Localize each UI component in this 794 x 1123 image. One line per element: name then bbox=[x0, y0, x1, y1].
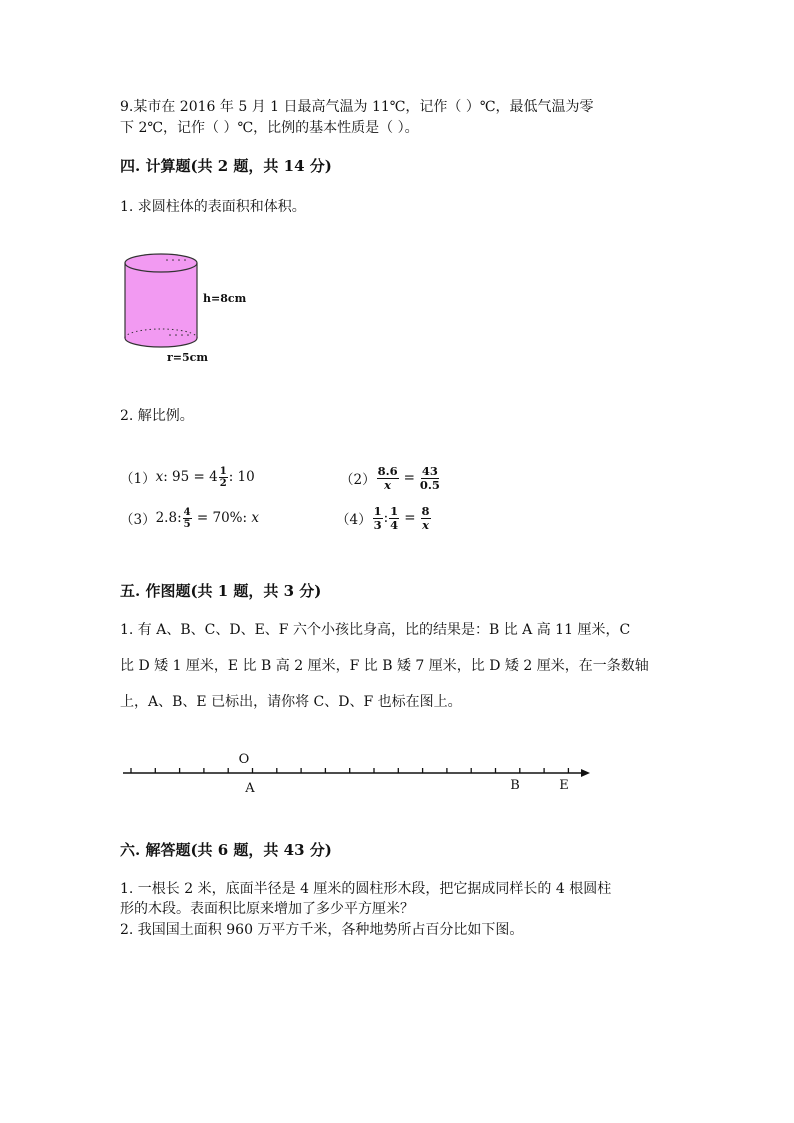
section-4-heading: 四. 计算题(共 2 题，共 14 分) bbox=[120, 157, 332, 175]
proportion-4-fraction-2: $\frac{1}{4}$ bbox=[390, 503, 399, 532]
section-6-question-2: 2. 我国国土面积 960 万平方千米，各种地势所占百分比如下图。 bbox=[120, 922, 524, 938]
number-line-arrow bbox=[581, 769, 590, 777]
section-5-heading: 五. 作图题(共 1 题，共 3 分) bbox=[120, 582, 322, 600]
proportion-4-fraction-3: $\frac{8}{x}$ bbox=[421, 503, 430, 532]
point-b-label: B bbox=[510, 778, 520, 793]
section-5-question-1-line-1: 1. 有 A、B、C、D、E、F 六个小孩比身高，比的结果是：B 比 A 高 11 厘米，C bbox=[120, 622, 631, 638]
height-label: h=8cm bbox=[203, 292, 247, 305]
proportion-4-equals: = bbox=[404, 510, 416, 526]
q9-line-1: 9.某市在 2016 年 5 月 1 日最高气温为 11℃，记作（ ）℃，最低气温为零 bbox=[120, 99, 594, 115]
proportion-4-colon: : bbox=[383, 510, 389, 526]
point-e-label: E bbox=[559, 778, 569, 793]
proportion-3-rhs: = 70%: bbox=[192, 510, 252, 526]
proportion-3-lhs: 2.8: bbox=[155, 510, 182, 526]
proportion-1-fraction: $\frac{1}{2}$ bbox=[219, 465, 227, 489]
proportion-2 bbox=[340, 461, 441, 495]
point-a-label: A bbox=[245, 781, 255, 796]
section-5-question-1-line-2: 比 D 矮 1 厘米，E 比 B 高 2 厘米，F 比 B 矮 7 厘米，比 D 矮 2 厘米，在一条数轴 bbox=[120, 658, 649, 674]
q9-line-2: 下 2℃，记作（ ）℃，比例的基本性质是（ ）。 bbox=[120, 120, 419, 136]
number-line bbox=[115, 745, 600, 797]
proportion-3-fraction: $\frac{4}{5}$ bbox=[183, 506, 191, 530]
proportion-1-index: （1） bbox=[120, 471, 156, 487]
proportion-3-var: x bbox=[251, 510, 259, 526]
cylinder-top-ellipse bbox=[125, 254, 197, 272]
cylinder-figure bbox=[115, 245, 265, 370]
proportion-2-fraction-left: $\frac{8.6}{x}$ bbox=[377, 463, 398, 492]
section-4-question-2: 2. 解比例。 bbox=[120, 408, 194, 424]
proportion-1-var: x bbox=[155, 469, 164, 485]
proportion-3 bbox=[120, 507, 259, 529]
proportion-3-index: （3） bbox=[120, 512, 156, 528]
proportion-1 bbox=[120, 466, 255, 488]
section-6-question-1-line-1: 1. 一根长 2 米，底面半径是 4 厘米的圆柱形木段，把它据成同样长的 4 根圆柱 bbox=[120, 881, 612, 897]
section-5-question-1-line-3: 上，A、B、E 已标出，请你将 C、D、F 也标在图上。 bbox=[120, 694, 462, 710]
proportion-4-index: （4） bbox=[336, 512, 372, 528]
proportion-4 bbox=[336, 501, 432, 535]
cylinder-body bbox=[125, 263, 197, 338]
section-6-question-1-line-2: 形的木段。表面积比原来增加了多少平方厘米？ bbox=[120, 901, 414, 917]
section-6-heading: 六. 解答题(共 6 题，共 43 分) bbox=[120, 841, 332, 859]
proportion-2-index: （2） bbox=[340, 472, 376, 488]
radius-label: r=5cm bbox=[167, 351, 209, 364]
origin-label: O bbox=[238, 752, 250, 767]
proportion-1-rhs: : 10 bbox=[228, 469, 255, 485]
section-4-question-1: 1. 求圆柱体的表面积和体积。 bbox=[120, 199, 306, 215]
proportion-2-equals: = bbox=[403, 470, 415, 486]
proportion-1-mid: : 95 = 4 bbox=[163, 469, 218, 485]
proportion-4-fraction-1: $\frac{1}{3}$ bbox=[373, 503, 382, 532]
proportion-2-fraction-right: $\frac{43}{0.5}$ bbox=[419, 463, 440, 492]
